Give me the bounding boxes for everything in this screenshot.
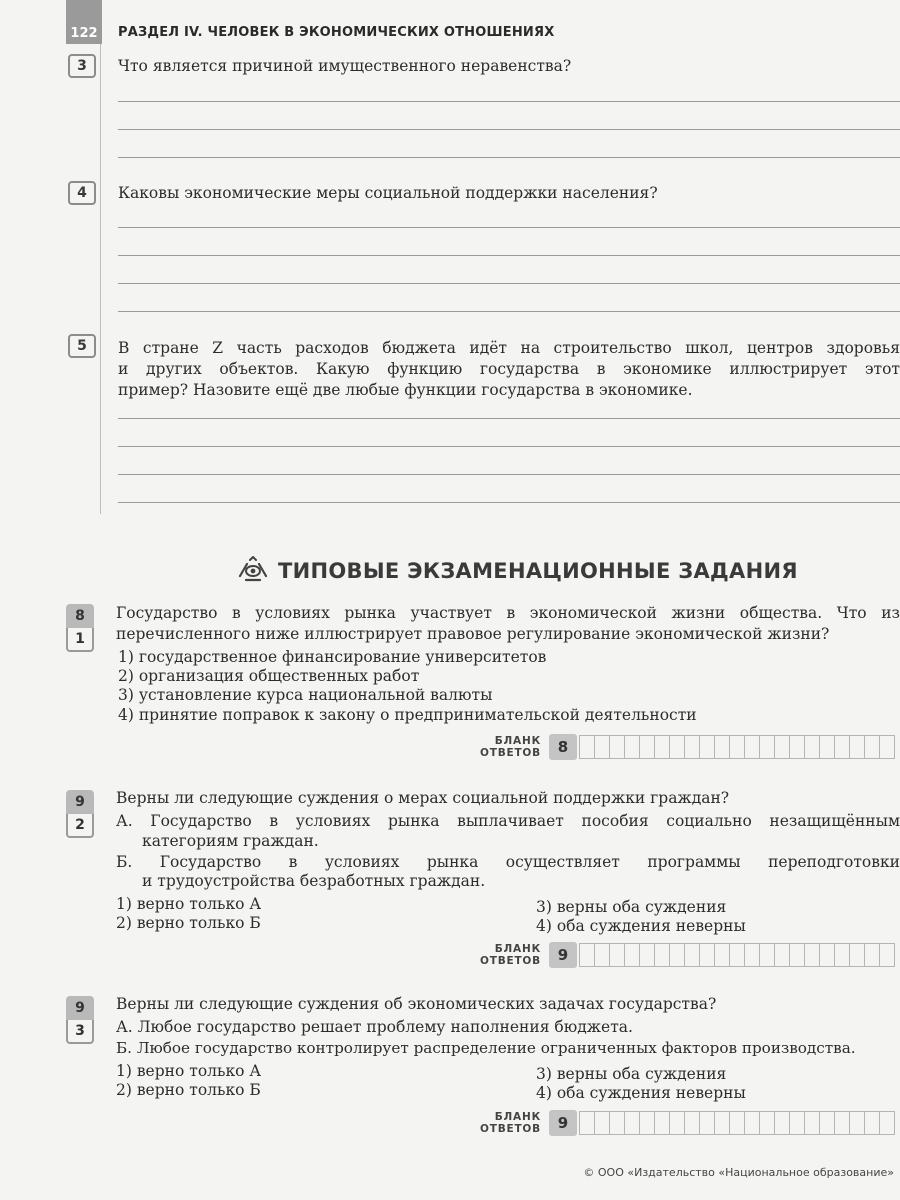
answer-option[interactable]: 2) организация общественных работ (118, 667, 420, 685)
exam-icon (236, 556, 270, 586)
answer-option[interactable]: 1) верно только А (116, 1062, 262, 1080)
answer-line[interactable] (118, 101, 900, 102)
answer-option[interactable]: 4) принятие поправок к закону о предпринимательской деятельности (118, 706, 697, 724)
answer-cells[interactable] (579, 735, 895, 759)
question-number: 4 (68, 181, 96, 205)
judgment-line: категориям граждан. (142, 832, 319, 850)
answer-option[interactable]: 4) оба суждения неверны (536, 917, 746, 935)
answer-form (480, 734, 895, 760)
answer-line[interactable] (118, 502, 900, 503)
answer-form-label: БЛАНК ОТВЕТОВ (480, 1111, 541, 1135)
answer-form-number: 8 (549, 734, 577, 760)
exam-heading-text: ТИПОВЫЕ ЭКЗАМЕНАЦИОННЫЕ ЗАДАНИЯ (278, 559, 798, 583)
answer-line[interactable] (118, 157, 900, 158)
task-number-badge (66, 604, 94, 652)
answer-line[interactable] (118, 311, 900, 312)
task-stem-line: Верны ли следующие суждения о мерах социальной поддержки граждан? (116, 789, 730, 807)
answer-line[interactable] (118, 474, 900, 475)
answer-cells[interactable] (579, 943, 895, 967)
answer-option[interactable]: 3) установление курса национальной валюты (118, 686, 493, 704)
answer-option[interactable]: 2) верно только Б (116, 1081, 261, 1099)
page-number: 122 (66, 0, 102, 44)
answer-form-number: 9 (549, 942, 577, 968)
section-title: РАЗДЕЛ IV. ЧЕЛОВЕК В ЭКОНОМИЧЕСКИХ ОТНОШЕНИЯХ (118, 25, 555, 40)
exam-section-heading (236, 556, 798, 586)
answer-line[interactable] (118, 418, 900, 419)
question-text: Что является причиной имущественного неравенства? (118, 57, 572, 75)
answer-line[interactable] (118, 255, 900, 256)
answer-option[interactable]: 1) государственное финансирование университетов (118, 648, 547, 666)
answer-option[interactable]: 3) верны оба суждения (536, 898, 727, 916)
answer-line[interactable] (118, 446, 900, 447)
judgment-line: и трудоустройства безработных граждан. (142, 872, 486, 890)
task-number: 9 (66, 996, 94, 1020)
answer-option[interactable]: 4) оба суждения неверны (536, 1084, 746, 1102)
answer-form-number: 9 (549, 1110, 577, 1136)
answer-form (480, 1110, 895, 1136)
question-number: 3 (68, 54, 96, 78)
margin-rule (100, 44, 101, 514)
task-number-badge (66, 790, 94, 838)
answer-line[interactable] (118, 227, 900, 228)
question-number: 5 (68, 334, 96, 358)
judgment-line: А. Государство в условиях рынка выплачивает пособия социально незащищённым (116, 812, 900, 830)
task-stem-line: перечисленного ниже иллюстрирует правовое регулирование экономической жизни? (116, 625, 830, 643)
judgment-line: Б. Государство в условиях рынка осуществляет программы переподготовки (116, 853, 900, 871)
judgment-line: А. Любое государство решает проблему наполнения бюджета. (116, 1018, 633, 1036)
answer-option[interactable]: 1) верно только А (116, 895, 262, 913)
copyright-footer: © ООО «Издательство «Национальное образование» (583, 1166, 894, 1179)
question-text-line: В стране Z часть расходов бюджета идёт на строительство школ, центров здоровья (118, 339, 900, 357)
question-text: Каковы экономические меры социальной поддержки населения? (118, 184, 658, 202)
answer-line[interactable] (118, 129, 900, 130)
task-stem-line: Верны ли следующие суждения об экономических задачах государства? (116, 995, 717, 1013)
task-number: 9 (66, 790, 94, 814)
answer-cells[interactable] (579, 1111, 895, 1135)
question-text-line: пример? Назовите ещё две любые функции государства в экономике. (118, 381, 693, 399)
task-number-badge (66, 996, 94, 1044)
answer-form-label: БЛАНК ОТВЕТОВ (480, 735, 541, 759)
task-number: 8 (66, 604, 94, 628)
answer-line[interactable] (118, 283, 900, 284)
answer-option[interactable]: 2) верно только Б (116, 914, 261, 932)
task-variant: 2 (66, 814, 94, 838)
answer-option[interactable]: 3) верны оба суждения (536, 1065, 727, 1083)
answer-form-label: БЛАНК ОТВЕТОВ (480, 943, 541, 967)
answer-form (480, 942, 895, 968)
question-text-line: и других объектов. Какую функцию государства в экономике иллюстрирует этот (118, 360, 900, 378)
task-variant: 3 (66, 1020, 94, 1044)
task-variant: 1 (66, 628, 94, 652)
judgment-line: Б. Любое государство контролирует распределение ограниченных факторов производства. (116, 1039, 856, 1057)
task-stem-line: Государство в условиях рынка участвует в экономической жизни общества. Что из (116, 604, 900, 622)
